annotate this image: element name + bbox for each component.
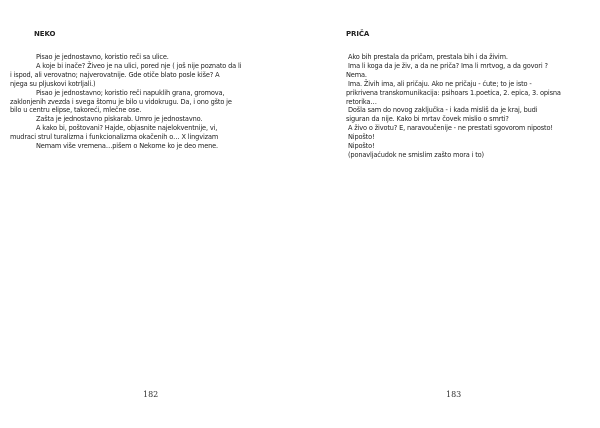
right-page: [300, 0, 600, 428]
text-line: Zašta je jednostavno piskarab. Umro je jednostavno.: [36, 115, 203, 124]
text-line: Pisao je jednostavno, koristio reči sa ulice.: [36, 53, 169, 61]
text-line: Ima. Živih ima, ali pričaju. Ako ne pričaju - ćute; to je isto -: [348, 79, 532, 88]
text-line: (ponavljaćudok ne smislim zašto mora i to): [348, 150, 484, 159]
text-line: siguran da nije. Kako bi mrtav čovek mislio o smrti?: [346, 115, 509, 124]
page-body: [10, 53, 280, 151]
text-line: Pisao je jednostavno; koristio reči napuklih grana, gromova,: [36, 88, 225, 97]
text-line: njega su pljuskovi kotrljali.): [10, 79, 96, 88]
text-line: Nipošto!: [348, 142, 375, 151]
text-line: zaklonjenih zvezda i svega štomu je bilo u vidokrugu. Da, i ono gšto je: [10, 97, 232, 106]
text-line: i ispod, ali verovatno; najverovatnije. Gde otiče blato posle kiše? A: [10, 70, 220, 79]
page-number: 182: [143, 390, 159, 399]
text-line: bilo u centru elipse, takoreći, mlečne ose.: [10, 106, 142, 115]
text-line: prikrivena transkomunikacija: psihoars 1.poetica, 2. epica, 3. opisna: [346, 88, 561, 97]
text-line: mudraci strul turalizma i funkcionalizma okačenih o… X lingvizam: [10, 133, 219, 142]
text-line: Nipošto!: [348, 133, 375, 142]
text-line: A koje bi inače? Živeo je na ulici, pored nje ( još nije poznato da li: [36, 61, 242, 70]
text-line: retorika…: [346, 97, 377, 106]
text-line: A kako bi, poštovani? Hajde, objasnite najelokventnije, vi,: [36, 124, 218, 133]
text-line: Nema.: [346, 70, 367, 79]
page-number: 183: [446, 390, 462, 399]
text-line: Ako bih prestala da pričam, prestala bih i da živim.: [348, 53, 508, 61]
page-body: [346, 53, 596, 160]
page-title: NEKO: [34, 30, 56, 38]
page-title: PRIČA: [346, 30, 370, 38]
text-line: Ima li koga da je živ, a da ne priča? Ima li mrtvog, a da govori ?: [348, 61, 548, 70]
text-line: A živo o životu? E, naravoučenije - ne prestati sgovorom niposto!: [348, 124, 553, 133]
text-line: Došla sam do novog zaključka - i kada misliš da je kraj, budi: [348, 106, 538, 115]
text-line: Nemam više vremena…pišem o Nekome ko je deo mene.: [36, 142, 218, 151]
